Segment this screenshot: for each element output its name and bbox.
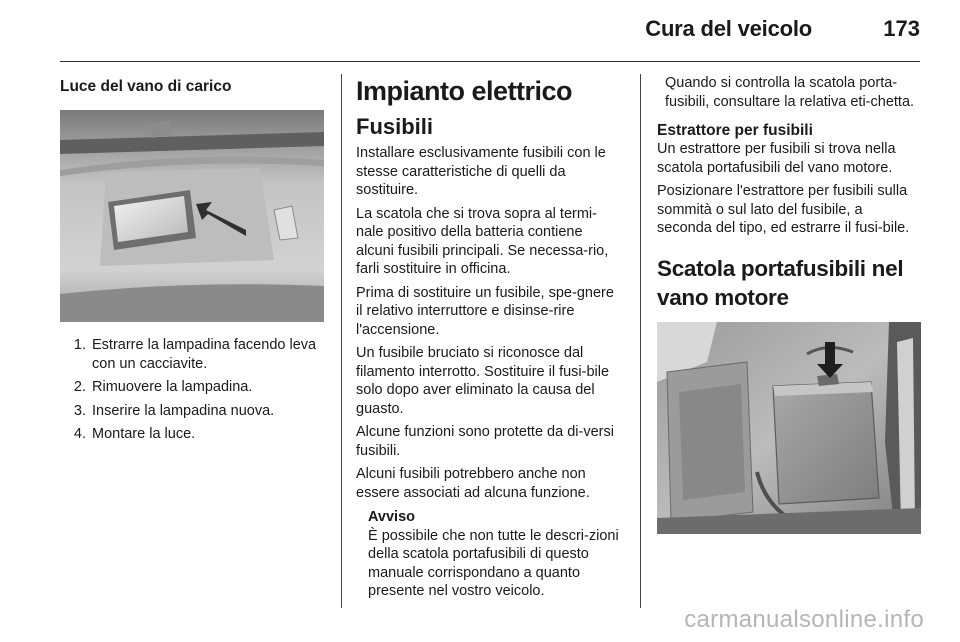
paragraph: Un fusibile bruciato si riconosce dal filamento interrotto. Sostituire il fusi-bile solo dopo aver eliminato la causa del guasto.	[356, 345, 610, 417]
watermark: carmanualsonline.info	[684, 606, 924, 633]
paragraph: Posizionare l'estrattore per fusibili sulla sommità o sul lato del fusibile, a seconda del tipo, ed estrarre il fusi-bile.	[657, 183, 910, 236]
column-fuse-box	[657, 74, 921, 534]
cargo-light-figure	[60, 110, 324, 322]
list-item: 4. Montare la luce.	[73, 426, 196, 442]
paragraph: Un estrattore per fusibili si trova nella scatola portafusibili del vano motore.	[657, 141, 896, 176]
column-electrical-system	[356, 74, 622, 606]
steps-list	[60, 336, 324, 444]
paragraph: Alcune funzioni sono protette da di-versi fusibili.	[356, 424, 614, 459]
header-rule	[60, 61, 920, 62]
paragraph: Alcuni fusibili potrebbero anche non essere associati ad alcuna funzione.	[356, 466, 590, 501]
column-cargo-light	[60, 78, 324, 449]
note-text: È possibile che non tutte le descri-zioni della scatola portafusibili di questo manuale corrispondano a quanto presente nel vostro veicolo.	[368, 527, 619, 599]
paragraph: Prima di sostituire un fusibile, spe-gnere il relativo interruttore e disinse-rire l'accensione.	[356, 284, 614, 338]
column-divider-1	[341, 74, 342, 608]
section-heading-engine-fuse-box: Scatola portafusibili nel vano motore	[657, 255, 904, 310]
column-divider-2	[640, 74, 641, 608]
note-title: Avviso	[368, 509, 416, 525]
page-number: 173	[883, 16, 920, 41]
intro-paragraph: Quando si controlla la scatola porta-fusibili, consultare la relativa eti-chetta.	[665, 75, 915, 110]
paragraph: La scatola che si trova sopra al termi-nale positivo della batteria contiene alcuni fusibili principali. Se necessa-rio, farli sostituire in officina.	[356, 205, 609, 277]
list-item: 1. Estrarre la lampadina facendo leva con un cacciavite.	[73, 337, 317, 372]
chapter-title: Impianto elettrico	[356, 76, 573, 106]
section-heading-fuse-puller: Estrattore per fusibili	[657, 122, 813, 139]
list-item: 3. Inserire la lampadina nuova.	[73, 402, 275, 419]
paragraph: Installare esclusivamente fusibili con le stesse caratteristiche di quelli da sostituire.	[356, 145, 606, 198]
running-header-title: Cura del veicolo	[645, 16, 812, 41]
section-title-fuses: Fusibili	[356, 114, 433, 139]
engine-fuse-box-figure	[657, 322, 921, 534]
list-item: 2. Rimuovere la lampadina.	[73, 379, 253, 395]
note-box	[368, 508, 622, 601]
section-heading-cargo-light: Luce del vano di carico	[60, 78, 232, 95]
